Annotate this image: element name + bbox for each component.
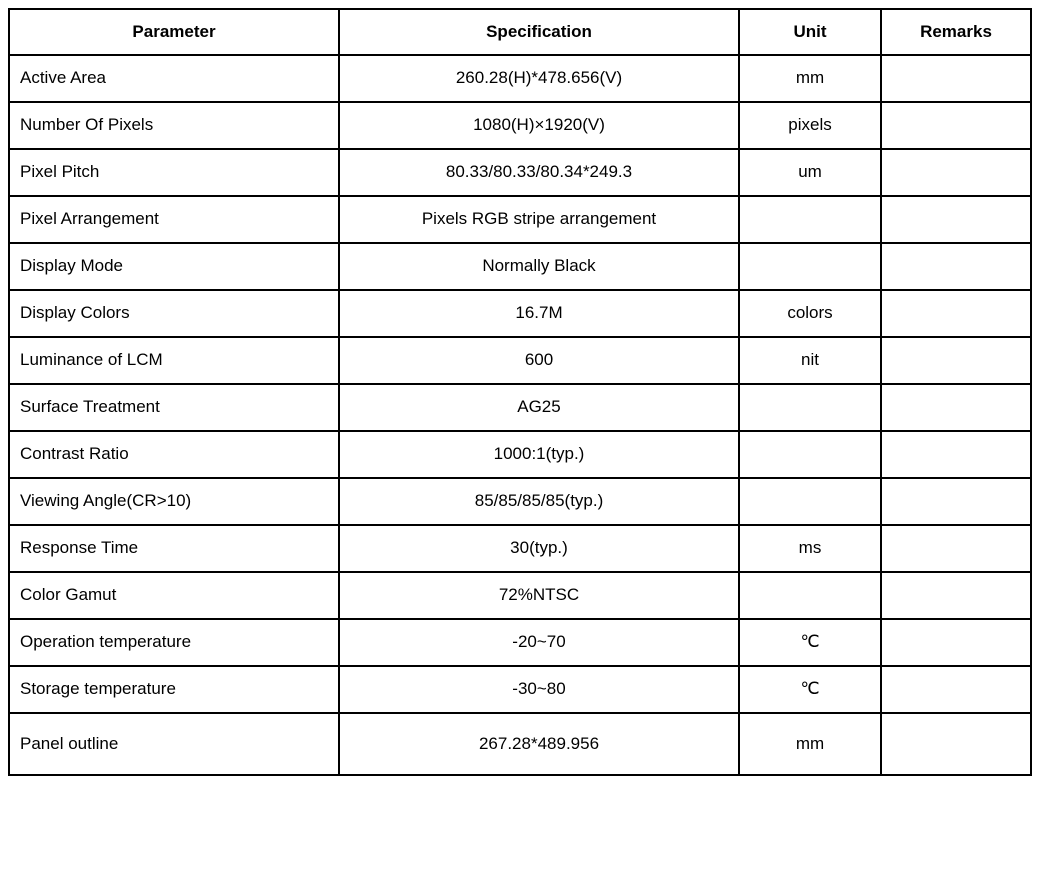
cell-parameter: Viewing Angle(CR>10) xyxy=(9,478,339,525)
cell-remarks xyxy=(881,290,1031,337)
cell-remarks xyxy=(881,196,1031,243)
cell-remarks xyxy=(881,525,1031,572)
cell-remarks xyxy=(881,619,1031,666)
cell-parameter: Pixel Pitch xyxy=(9,149,339,196)
table-row xyxy=(9,149,1031,196)
cell-unit: mm xyxy=(739,713,881,775)
cell-remarks xyxy=(881,384,1031,431)
cell-unit xyxy=(739,572,881,619)
cell-unit xyxy=(739,431,881,478)
cell-specification: 267.28*489.956 xyxy=(339,713,739,775)
cell-parameter: Number Of Pixels xyxy=(9,102,339,149)
cell-unit: ℃ xyxy=(739,666,881,713)
cell-parameter: Storage temperature xyxy=(9,666,339,713)
cell-specification: -30~80 xyxy=(339,666,739,713)
cell-specification: Normally Black xyxy=(339,243,739,290)
table-row xyxy=(9,102,1031,149)
table-row xyxy=(9,525,1031,572)
table-row xyxy=(9,196,1031,243)
cell-specification: 260.28(H)*478.656(V) xyxy=(339,55,739,102)
cell-remarks xyxy=(881,666,1031,713)
cell-remarks xyxy=(881,55,1031,102)
cell-remarks xyxy=(881,431,1031,478)
cell-specification: 1080(H)×1920(V) xyxy=(339,102,739,149)
cell-unit: ℃ xyxy=(739,619,881,666)
cell-specification: AG25 xyxy=(339,384,739,431)
cell-unit: pixels xyxy=(739,102,881,149)
table-header-row xyxy=(9,9,1031,55)
table-row xyxy=(9,337,1031,384)
cell-unit xyxy=(739,243,881,290)
table-row xyxy=(9,384,1031,431)
cell-unit: mm xyxy=(739,55,881,102)
cell-remarks xyxy=(881,149,1031,196)
table-row xyxy=(9,713,1031,775)
cell-specification: 85/85/85/85(typ.) xyxy=(339,478,739,525)
cell-remarks xyxy=(881,243,1031,290)
cell-specification: 600 xyxy=(339,337,739,384)
cell-unit: colors xyxy=(739,290,881,337)
column-header-remarks: Remarks xyxy=(881,9,1031,55)
cell-parameter: Response Time xyxy=(9,525,339,572)
table-row xyxy=(9,55,1031,102)
cell-unit: nit xyxy=(739,337,881,384)
specification-table xyxy=(8,8,1032,776)
cell-unit: um xyxy=(739,149,881,196)
cell-unit: ms xyxy=(739,525,881,572)
cell-parameter: Color Gamut xyxy=(9,572,339,619)
cell-specification: 72%NTSC xyxy=(339,572,739,619)
cell-parameter: Contrast Ratio xyxy=(9,431,339,478)
cell-specification: 16.7M xyxy=(339,290,739,337)
table-row xyxy=(9,290,1031,337)
cell-parameter: Panel outline xyxy=(9,713,339,775)
cell-remarks xyxy=(881,478,1031,525)
cell-remarks xyxy=(881,102,1031,149)
cell-unit xyxy=(739,196,881,243)
cell-remarks xyxy=(881,713,1031,775)
cell-parameter: Surface Treatment xyxy=(9,384,339,431)
cell-parameter: Pixel Arrangement xyxy=(9,196,339,243)
table-body xyxy=(9,55,1031,775)
table-row xyxy=(9,243,1031,290)
cell-remarks xyxy=(881,572,1031,619)
cell-parameter: Luminance of LCM xyxy=(9,337,339,384)
table-row xyxy=(9,431,1031,478)
cell-parameter: Display Mode xyxy=(9,243,339,290)
table-row xyxy=(9,478,1031,525)
cell-unit xyxy=(739,478,881,525)
cell-specification: Pixels RGB stripe arrangement xyxy=(339,196,739,243)
cell-parameter: Active Area xyxy=(9,55,339,102)
cell-parameter: Operation temperature xyxy=(9,619,339,666)
column-header-specification: Specification xyxy=(339,9,739,55)
column-header-parameter: Parameter xyxy=(9,9,339,55)
table-row xyxy=(9,572,1031,619)
cell-specification: -20~70 xyxy=(339,619,739,666)
cell-remarks xyxy=(881,337,1031,384)
cell-unit xyxy=(739,384,881,431)
column-header-unit: Unit xyxy=(739,9,881,55)
cell-specification: 1000:1(typ.) xyxy=(339,431,739,478)
cell-specification: 30(typ.) xyxy=(339,525,739,572)
table-row xyxy=(9,619,1031,666)
cell-parameter: Display Colors xyxy=(9,290,339,337)
cell-specification: 80.33/80.33/80.34*249.3 xyxy=(339,149,739,196)
table-row xyxy=(9,666,1031,713)
table-header xyxy=(9,9,1031,55)
